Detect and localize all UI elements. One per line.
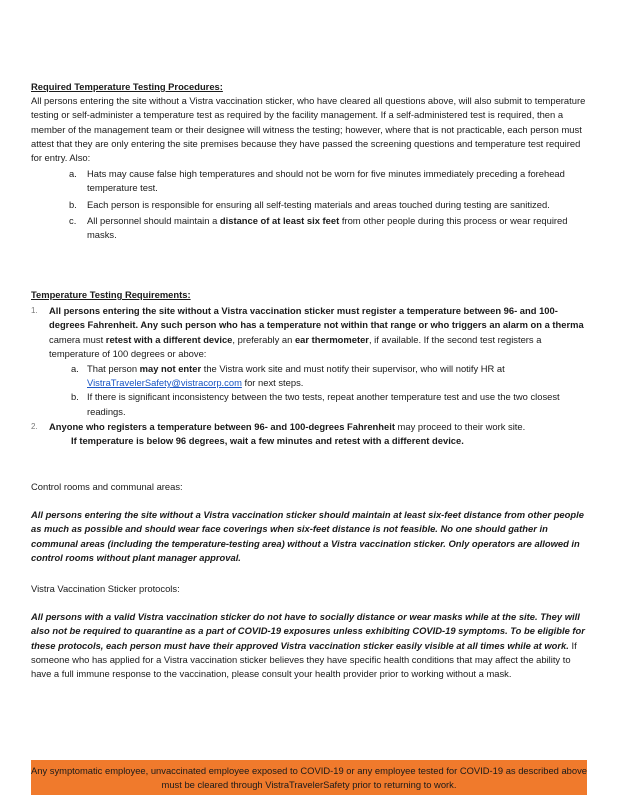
procedures-intro: All persons entering the site without a Vistra vaccination sticker, who have cleared all questions above, will also submit to temperature testing or self-administer a temperature test as required by the facility management. If a self-administered test is required, then a member of the management team or their designee will witness the testing; however, where that is not practicable, each person must attest that they are only entering the site premises because they have passed the screening questions and temperature test required for entry. Also: — [31, 95, 586, 164]
retest-note: If temperature is below 96 degrees, wait a few minutes and retest with a different device. — [71, 435, 464, 447]
requirements-section — [31, 288, 587, 448]
hr-email-link[interactable]: VistraTravelerSafety@vistracorp.com — [87, 377, 242, 389]
requirements-list — [31, 304, 587, 448]
procedures-list — [31, 167, 587, 242]
procedures-section — [31, 80, 587, 244]
sticker-heading: Vistra Vaccination Sticker protocols: — [31, 583, 180, 594]
footer-notice — [31, 760, 587, 795]
control-heading: Control rooms and communal areas: — [31, 481, 183, 492]
control-section — [31, 480, 587, 565]
requirements-heading: Temperature Testing Requirements: — [31, 289, 191, 300]
list-item: a. Hats may cause false high temperatures and should not be worn for five minutes immediately preceding a forehead temperature test. — [69, 168, 565, 194]
footer-text: Any symptomatic employee, unvaccinated employee exposed to COVID-19 or any employee tested for COVID-19 as described above must be cleared through VistraTravelerSafety prior to returning to work. — [31, 765, 588, 790]
list-item: a. That person may not enter the Vistra work site and must notify their supervisor, who will notify HR at VistraTravelerSafety@vistracorp.com for next steps. — [71, 363, 505, 389]
list-item: c. All personnel should maintain a distance of at least six feet from other people during this process or wear required masks. — [69, 214, 568, 241]
list-item: 2. Anyone who registers a temperature between 96- and 100-degrees Fahrenheit may proceed to their work site. If temperature is below 96 degrees, wait a few minutes and retest with a different device. — [31, 420, 587, 448]
sticker-body: All persons with a valid Vistra vaccination sticker do not have to socially distance or wear masks while at the site. They will also not be required to quarantine as a part of COVID-19 exposures unless exhibiting COVID-19 symptoms. To be eligible for these protocols, each person must have their approved Vistra vaccination sticker easily visible at all times while at work. If someone who has applied for a Vistra vaccination sticker believes they have specific health conditions that may affect the ability to have a full immune response to the vaccination, please consult your health provider prior to working without a mask. — [31, 611, 585, 680]
list-item: b. Each person is responsible for ensuring all self-testing materials and areas touched during testing are sanitized. — [69, 198, 550, 210]
control-body: All persons entering the site without a Vistra vaccination sticker should maintain at least six-feet distance from other people as much as possible and should wear face coverings when six-feet distance is not feasible. No one should gather in communal areas (including the temperature-testing area) without a Vistra vaccination sticker. Only operators are allowed in control rooms without plant manager approval. — [31, 509, 584, 563]
list-item: 1. All persons entering the site without a Vistra vaccination sticker must register a temperature between 96- and 100-degrees Fahrenheit. Any such person who has a temperature not within that range or who triggers an alarm on a therma camera must retest with a different device, preferably an ear thermometer, if available. If the second test registers a temperature of 100 degrees or above: a. That person may not enter the Vistra work site and must notify their supervisor, who will notify HR at VistraTravelerSafety@vistracorp.com for next steps. b. If there is significant inconsistency between the two tests, repeat another temperature test and use the two closest readings. — [31, 304, 587, 419]
list-item: b. If there is significant inconsistency between the two tests, repeat another temperature test and use the two closest readings. — [71, 391, 560, 417]
sticker-section — [31, 582, 587, 681]
requirements-sublist — [49, 362, 587, 419]
procedures-heading: Required Temperature Testing Procedures: — [31, 81, 223, 92]
